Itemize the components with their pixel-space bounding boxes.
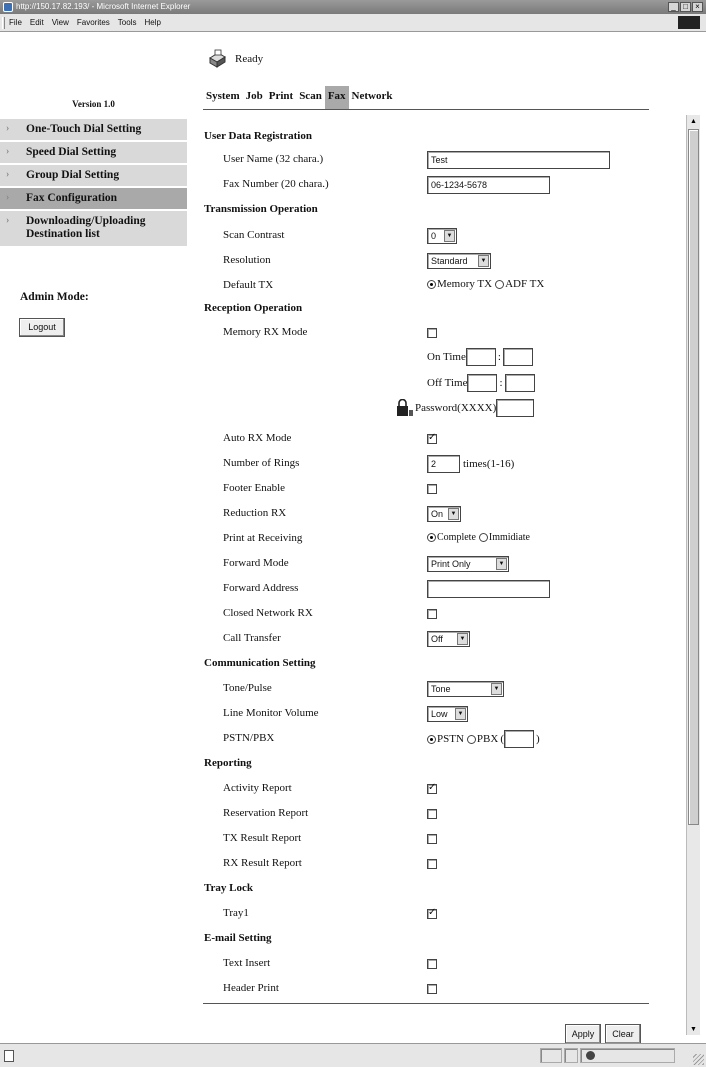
off-time-hour-field[interactable] xyxy=(467,374,497,392)
form-bottom-divider xyxy=(203,1003,649,1004)
reduction-rx-label: Reduction RX xyxy=(223,507,287,519)
default-tx-options xyxy=(427,278,544,290)
call-transfer-value: Off xyxy=(431,634,443,644)
activity-report-label: Activity Report xyxy=(223,782,292,794)
menu-favorites[interactable]: Favorites xyxy=(76,18,110,27)
dropdown-arrow-icon: ▼ xyxy=(491,683,502,695)
on-time-label: On Time xyxy=(427,351,466,363)
section-transmission: Transmission Operation xyxy=(204,203,318,215)
tx-result-report-checkbox[interactable] xyxy=(427,834,437,844)
memory-rx-mode-label: Memory RX Mode xyxy=(223,326,308,338)
internet-zone-icon xyxy=(586,1051,595,1060)
tone-pulse-select[interactable] xyxy=(427,681,504,697)
pbx-close-paren: ) xyxy=(535,733,540,745)
sidebar-item-destination-list[interactable]: › Downloading/Uploading Destination list xyxy=(0,211,187,248)
window-controls xyxy=(668,2,703,12)
resize-grip-icon[interactable] xyxy=(693,1054,704,1065)
dropdown-arrow-icon: ▼ xyxy=(478,255,489,267)
scroll-up-arrow-icon[interactable]: ▲ xyxy=(690,117,697,125)
activity-report-checkbox[interactable] xyxy=(427,784,437,794)
menu-view[interactable]: View xyxy=(51,18,69,27)
scan-contrast-label: Scan Contrast xyxy=(223,229,285,241)
footer-enable-label: Footer Enable xyxy=(223,482,286,494)
tab-job[interactable]: Job xyxy=(245,90,263,102)
resolution-select[interactable] xyxy=(427,253,491,269)
scan-contrast-value: 0 xyxy=(431,231,437,241)
on-time-minute-field[interactable] xyxy=(503,348,533,366)
pstn-pbx-options xyxy=(427,730,540,748)
number-of-rings-row xyxy=(427,455,514,473)
rx-result-report-label: RX Result Report xyxy=(223,857,302,869)
tab-system[interactable]: System xyxy=(206,90,240,102)
number-of-rings-field[interactable]: 2 xyxy=(427,455,460,473)
close-button[interactable]: × xyxy=(692,2,703,12)
auto-rx-mode-label: Auto RX Mode xyxy=(223,432,292,444)
menu-help[interactable]: Help xyxy=(144,18,161,27)
sidebar-item-one-touch-dial[interactable]: › One-Touch Dial Setting xyxy=(0,119,187,142)
reduction-rx-select[interactable] xyxy=(427,506,461,522)
scan-contrast-select[interactable] xyxy=(427,228,457,244)
tab-divider xyxy=(203,109,649,110)
off-time-separator: : xyxy=(499,377,503,389)
resolution-label: Resolution xyxy=(223,254,271,266)
print-at-receiving-options xyxy=(427,532,530,543)
maximize-button[interactable]: □ xyxy=(680,2,691,12)
password-field[interactable] xyxy=(496,399,534,417)
complete-radio[interactable] xyxy=(427,533,436,542)
forward-address-label: Forward Address xyxy=(223,582,299,594)
minimize-button[interactable]: _ xyxy=(668,2,679,12)
browser-status-bar xyxy=(0,1043,706,1067)
sidebar-item-speed-dial[interactable]: › Speed Dial Setting xyxy=(0,142,187,165)
complete-label: Complete xyxy=(437,532,476,543)
menu-bar xyxy=(0,14,706,32)
reduction-rx-value: On xyxy=(431,509,444,519)
admin-mode-label: Admin Mode: xyxy=(20,291,89,303)
version-label: Version 1.0 xyxy=(72,99,115,109)
page-icon xyxy=(4,1050,14,1062)
call-transfer-label: Call Transfer xyxy=(223,632,281,644)
scrollbar-thumb[interactable] xyxy=(688,129,699,825)
pbx-prefix-field[interactable] xyxy=(504,730,534,748)
user-name-label: User Name (32 chara.) xyxy=(223,153,324,165)
line-monitor-volume-value: Low xyxy=(431,709,448,719)
header-print-checkbox[interactable] xyxy=(427,984,437,994)
reservation-report-label: Reservation Report xyxy=(223,807,309,819)
menu-list xyxy=(9,18,161,27)
tab-scan[interactable]: Scan xyxy=(299,90,322,102)
call-transfer-select[interactable] xyxy=(427,631,470,647)
sidebar xyxy=(0,33,187,1043)
off-time-row xyxy=(427,374,535,392)
pbx-label: PBX xyxy=(476,733,499,745)
tx-result-report-label: TX Result Report xyxy=(223,832,302,844)
fax-number-label: Fax Number (20 chara.) xyxy=(223,178,329,190)
clear-button[interactable]: Clear xyxy=(605,1024,641,1044)
adf-tx-radio[interactable] xyxy=(495,280,504,289)
tab-print[interactable]: Print xyxy=(268,90,294,102)
pstn-pbx-label: PSTN/PBX xyxy=(223,732,275,744)
apply-button[interactable]: Apply xyxy=(565,1024,601,1044)
printer-icon xyxy=(207,49,227,69)
section-tray-lock: Tray Lock xyxy=(204,882,253,894)
section-email: E-mail Setting xyxy=(204,932,272,944)
adf-tx-label: ADF TX xyxy=(505,278,545,290)
immidiate-label: Immidiate xyxy=(488,532,530,543)
pbx-radio[interactable] xyxy=(467,735,476,744)
windows-logo-icon xyxy=(678,16,700,29)
section-communication: Communication Setting xyxy=(204,657,316,669)
tray1-label: Tray1 xyxy=(223,907,249,919)
tone-pulse-value: Tone xyxy=(431,684,451,694)
forward-address-field[interactable] xyxy=(427,580,550,598)
on-time-row xyxy=(427,348,533,366)
toolbar-grip[interactable] xyxy=(2,17,5,29)
footer-enable-checkbox[interactable] xyxy=(427,484,437,494)
memory-tx-radio[interactable] xyxy=(427,280,436,289)
status-text: Ready xyxy=(235,53,264,65)
tone-pulse-label: Tone/Pulse xyxy=(223,682,272,694)
number-of-rings-label: Number of Rings xyxy=(223,457,300,469)
dropdown-arrow-icon: ▼ xyxy=(444,230,455,242)
user-name-field[interactable]: Test xyxy=(427,151,610,169)
tab-fax[interactable]: Fax xyxy=(325,86,349,109)
menu-tools[interactable]: Tools xyxy=(117,18,137,27)
reservation-report-checkbox[interactable] xyxy=(427,809,437,819)
rx-result-report-checkbox[interactable] xyxy=(427,859,437,869)
category-tabs xyxy=(203,86,395,109)
text-insert-checkbox[interactable] xyxy=(427,959,437,969)
window-title: http://150.17.82.193/ - Microsoft Internet Explorer xyxy=(16,2,191,11)
dropdown-arrow-icon: ▼ xyxy=(457,633,468,645)
closed-network-rx-label: Closed Network RX xyxy=(223,607,313,619)
logout-button[interactable]: Logout xyxy=(19,318,65,337)
scroll-down-arrow-icon[interactable]: ▼ xyxy=(690,1025,697,1033)
line-monitor-volume-select[interactable] xyxy=(427,706,468,722)
rings-range-label: times(1-16) xyxy=(463,458,515,470)
default-tx-label: Default TX xyxy=(223,279,274,291)
section-user-data: User Data Registration xyxy=(204,130,312,142)
immidiate-radio[interactable] xyxy=(479,533,488,542)
print-at-receiving-label: Print at Receiving xyxy=(223,532,303,544)
tab-network[interactable]: Network xyxy=(351,90,393,102)
dropdown-arrow-icon: ▼ xyxy=(455,708,466,720)
header-print-label: Header Print xyxy=(223,982,279,994)
page-content xyxy=(0,33,706,1043)
window-title-bar xyxy=(0,0,706,14)
memory-rx-mode-checkbox[interactable] xyxy=(427,328,437,338)
closed-network-rx-checkbox[interactable] xyxy=(427,609,437,619)
pstn-label: PSTN xyxy=(437,733,464,745)
pstn-radio[interactable] xyxy=(427,735,436,744)
dropdown-arrow-icon: ▼ xyxy=(448,508,459,520)
sidebar-item-fax-configuration[interactable]: › Fax Configuration xyxy=(0,188,187,211)
pbx-open-paren: ( xyxy=(500,733,504,745)
auto-rx-mode-checkbox[interactable] xyxy=(427,434,437,444)
section-reporting: Reporting xyxy=(204,757,252,769)
text-insert-label: Text Insert xyxy=(223,957,271,969)
dropdown-arrow-icon: ▼ xyxy=(496,558,507,570)
status-zone-1 xyxy=(540,1048,562,1063)
forward-mode-select[interactable] xyxy=(427,556,509,572)
on-time-separator: : xyxy=(497,351,501,363)
menu-edit[interactable]: Edit xyxy=(29,18,44,27)
forward-mode-value: Print Only xyxy=(431,559,471,569)
memory-tx-label: Memory TX xyxy=(437,278,493,290)
status-zone-2 xyxy=(564,1048,578,1063)
browser-icon xyxy=(3,2,13,12)
sidebar-nav xyxy=(0,119,187,248)
off-time-label: Off Time xyxy=(427,377,468,389)
line-monitor-volume-label: Line Monitor Volume xyxy=(223,707,319,719)
on-time-hour-field[interactable] xyxy=(466,348,496,366)
password-label: Password(XXXX) xyxy=(415,402,497,414)
forward-mode-label: Forward Mode xyxy=(223,557,289,569)
vertical-scrollbar[interactable] xyxy=(686,115,700,1035)
menu-file[interactable]: File xyxy=(9,18,22,27)
lock-icon xyxy=(395,399,415,417)
tray1-checkbox[interactable] xyxy=(427,909,437,919)
sidebar-item-group-dial[interactable]: › Group Dial Setting xyxy=(0,165,187,188)
section-reception: Reception Operation xyxy=(204,302,303,314)
fax-number-field[interactable]: 06-1234-5678 xyxy=(427,176,550,194)
off-time-minute-field[interactable] xyxy=(505,374,535,392)
password-row xyxy=(395,399,534,417)
resolution-value: Standard xyxy=(431,256,468,266)
